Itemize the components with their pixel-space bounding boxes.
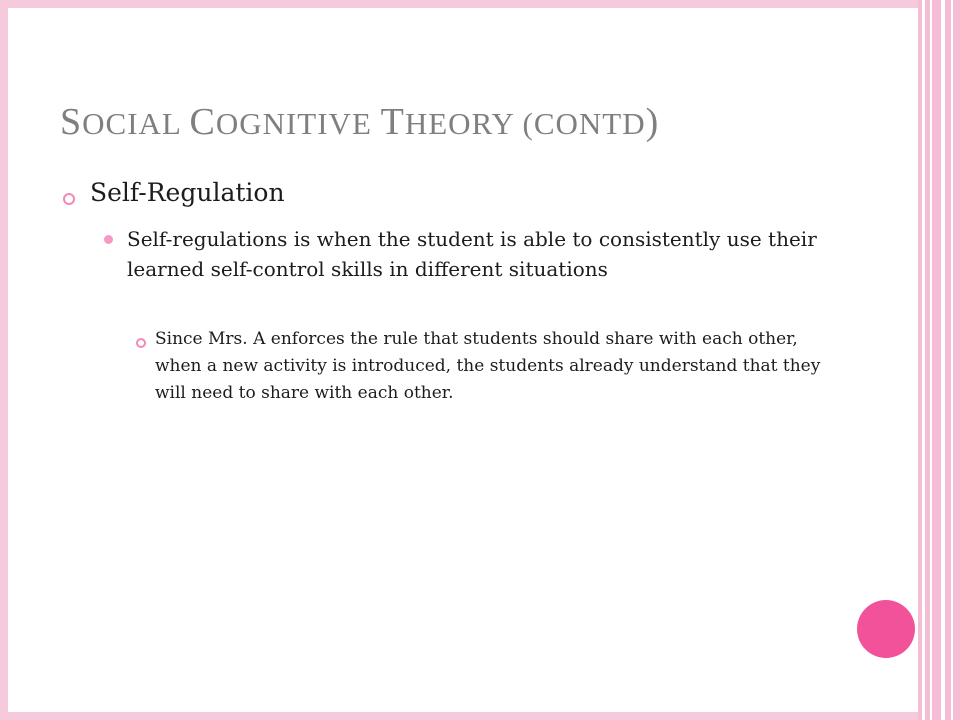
dot-bullet-icon: [104, 235, 113, 244]
title-capital: C: [189, 101, 216, 143]
stripe-line: [941, 0, 945, 720]
ring-bullet-icon: [63, 193, 75, 205]
bullet-level2: Self-regulations is when the student is able to consistently use their learned self-control skills in different situations: [127, 227, 817, 281]
stripe-line: [951, 0, 953, 720]
title-small-caps: OCIAL: [82, 106, 190, 141]
slide-title: [60, 100, 659, 144]
bullet-level1: Self-Regulation: [90, 178, 285, 207]
stripe-line: [930, 0, 932, 720]
decorative-circle: [857, 600, 915, 658]
decorative-stripes: [918, 0, 960, 720]
title-small-caps: OGNITIVE: [215, 106, 381, 141]
stripe-line: [922, 0, 925, 720]
title-capital: T: [380, 101, 405, 143]
frame-bottom-border: [0, 712, 918, 720]
frame-left-border: [0, 0, 8, 720]
title-small-caps: HEORY (: [404, 106, 534, 141]
title-paren: ): [645, 101, 660, 143]
ring-bullet-icon: [136, 338, 146, 348]
title-small-caps: CONTD: [533, 106, 646, 141]
frame-top-border: [0, 0, 918, 8]
bullet-level3: Since Mrs. A enforces the rule that students should share with each other, when a new activity is introduced, the students already understand that they will need to share with each other.: [155, 329, 821, 403]
title-capital: S: [60, 101, 83, 143]
